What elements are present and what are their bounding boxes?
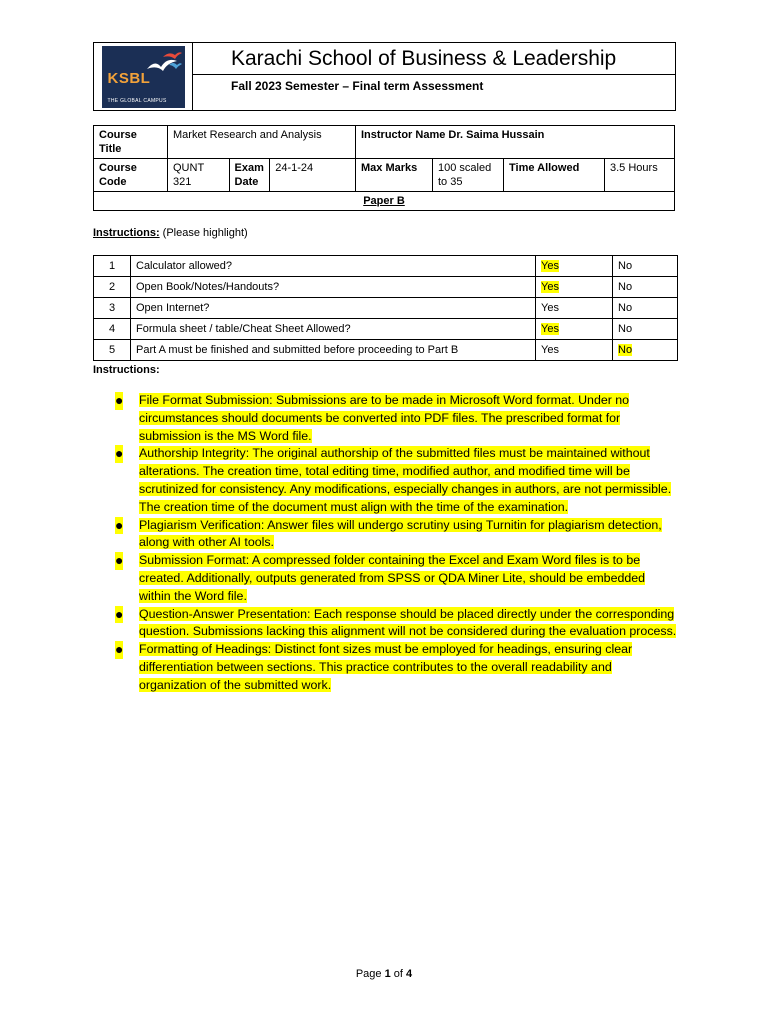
bullet-icon: ● — [115, 552, 124, 569]
rule-row — [94, 298, 678, 319]
rule-number: 1 — [108, 259, 116, 272]
semester-title: Fall 2023 Semester – Final term Assessment — [231, 79, 484, 93]
of-word: of — [393, 968, 403, 980]
rule-no-cell — [613, 298, 678, 319]
rule-text: Calculator allowed? — [136, 259, 232, 272]
bullet-icon: ● — [115, 516, 124, 533]
course-title-label: Course Title — [94, 126, 168, 159]
course-row-3 — [94, 192, 675, 211]
rule-no: No — [618, 301, 633, 314]
page-word: Page — [355, 968, 382, 980]
instruction-text: Authorship Integrity: The original authorship of the submitted files must be maintained without alterations. The creation time, total editing time, modified author, and modified time will be scrutinized for consistency. Any modifications, especially changes in authors, are not permissible. The creation time of the document must align with the time of the examination. — [139, 446, 672, 514]
rule-yes-cell — [536, 277, 613, 298]
rule-number: 4 — [108, 322, 116, 335]
rule-yes-cell — [536, 298, 613, 319]
title-cell — [193, 43, 675, 110]
instructor-name: Instructor Name Dr. Saima Hussain — [356, 126, 675, 159]
rule-row — [94, 319, 678, 340]
course-title-value: Market Research and Analysis — [168, 126, 356, 159]
rule-number-cell — [94, 256, 131, 277]
instructions-list — [115, 392, 677, 695]
course-row-2 — [94, 159, 675, 192]
bullet-icon: ● — [115, 392, 124, 408]
bullet-icon: ● — [115, 641, 124, 658]
exam-date-value: 24-1-24 — [270, 159, 356, 192]
course-info-table — [93, 125, 675, 211]
rule-no: No — [618, 343, 633, 356]
rule-yes-cell — [536, 319, 613, 340]
page-total: 4 — [406, 968, 413, 980]
time-allowed-cell — [504, 159, 675, 192]
rule-yes-cell — [536, 340, 613, 361]
instructions-label — [93, 227, 248, 239]
instruction-text: Submission Format: A compressed folder containing the Excel and Exam Word files is to be created. Additionally, outputs generated from SPSS or QDA Miner Lite, should be embedded within the Word file. — [139, 553, 646, 603]
rule-text-cell — [131, 277, 536, 298]
instruction-text: Plagiarism Verification: Answer files will undergo scrutiny using Turnitin for plagiarism detection, along with other AI tools. — [139, 517, 662, 550]
rule-row — [94, 340, 678, 361]
rule-yes: Yes — [541, 259, 559, 272]
rule-no: No — [618, 322, 633, 335]
rule-text: Formula sheet / table/Cheat Sheet Allowed? — [136, 322, 351, 335]
max-marks-label: Max Marks — [356, 159, 433, 192]
instruction-item — [115, 641, 677, 694]
rule-yes-cell — [536, 256, 613, 277]
rule-no-cell — [613, 277, 678, 298]
rule-yes: Yes — [541, 322, 559, 335]
instruction-text: File Format Submission: Submissions are to be made in Microsoft Word format. Under no circumstances should documents be converted into PDF files. The prescribed format for submission is the MS Word file. — [139, 393, 630, 443]
logo-tagline: THE GLOBAL CAMPUS — [107, 97, 167, 104]
rule-text: Open Book/Notes/Handouts? — [136, 280, 280, 293]
rule-text-cell — [131, 298, 536, 319]
rule-yes: Yes — [541, 301, 559, 314]
instructions-heading: Instructions: — [93, 364, 160, 376]
logo-cell — [94, 43, 193, 110]
rule-no-cell — [613, 340, 678, 361]
logo-text: KSBL — [107, 69, 151, 87]
rule-text-cell — [131, 319, 536, 340]
rule-yes: Yes — [541, 280, 559, 293]
time-allowed-value: 3.5 Hours — [610, 162, 658, 174]
instruction-item — [115, 392, 677, 445]
rule-no: No — [618, 280, 633, 293]
rule-number-cell — [94, 340, 131, 361]
rule-no-cell — [613, 319, 678, 340]
rule-no: No — [618, 259, 633, 272]
page-number: 1 — [384, 968, 391, 980]
max-marks-value: 100 scaled to 35 — [433, 159, 504, 192]
rule-text: Open Internet? — [136, 301, 210, 314]
rule-row — [94, 256, 678, 277]
instruction-item — [115, 517, 677, 553]
rule-number: 2 — [108, 280, 116, 293]
course-row-1 — [94, 126, 675, 159]
bullet-icon: ● — [115, 445, 124, 462]
instructions-label-text: Instructions: — [93, 227, 160, 239]
bullet-icon: ● — [115, 605, 124, 622]
rule-row — [94, 277, 678, 298]
instruction-text: Formatting of Headings: Distinct font sizes must be employed for headings, ensuring clear differentiation between sections. This practice contributes to the overall readability and organization of the submitted work. — [139, 642, 633, 692]
instruction-item — [115, 445, 677, 516]
ksbl-logo — [102, 46, 185, 108]
time-allowed-label: Time Allowed — [504, 159, 605, 191]
rule-number-cell — [94, 319, 131, 340]
instruction-item — [115, 606, 677, 642]
rule-number-cell — [94, 277, 131, 298]
page-footer — [0, 968, 768, 980]
exam-date-label: Exam Date — [229, 159, 270, 192]
rule-text-cell — [131, 256, 536, 277]
rule-number-cell — [94, 298, 131, 319]
paper-label: Paper B — [94, 192, 675, 211]
rule-number: 3 — [108, 301, 116, 314]
rule-text-cell — [131, 340, 536, 361]
instruction-text: Question-Answer Presentation: Each response should be placed directly under the corresponding question. Submissions lacking this alignment will not be considered during the evaluation process. — [139, 606, 677, 639]
rule-no-cell — [613, 256, 678, 277]
header-divider — [193, 74, 675, 75]
rules-table — [93, 255, 678, 361]
school-name: Karachi School of Business & Leadership — [231, 47, 617, 70]
instructions-note: (Please highlight) — [159, 227, 248, 239]
rule-yes: Yes — [541, 343, 559, 356]
rule-number: 5 — [108, 343, 116, 356]
course-code-value: QUNT 321 — [168, 159, 230, 192]
rule-text: Part A must be finished and submitted before proceeding to Part B — [136, 343, 459, 356]
header-box — [93, 42, 676, 111]
course-code-label: Course Code — [94, 159, 168, 192]
instruction-item — [115, 552, 677, 605]
